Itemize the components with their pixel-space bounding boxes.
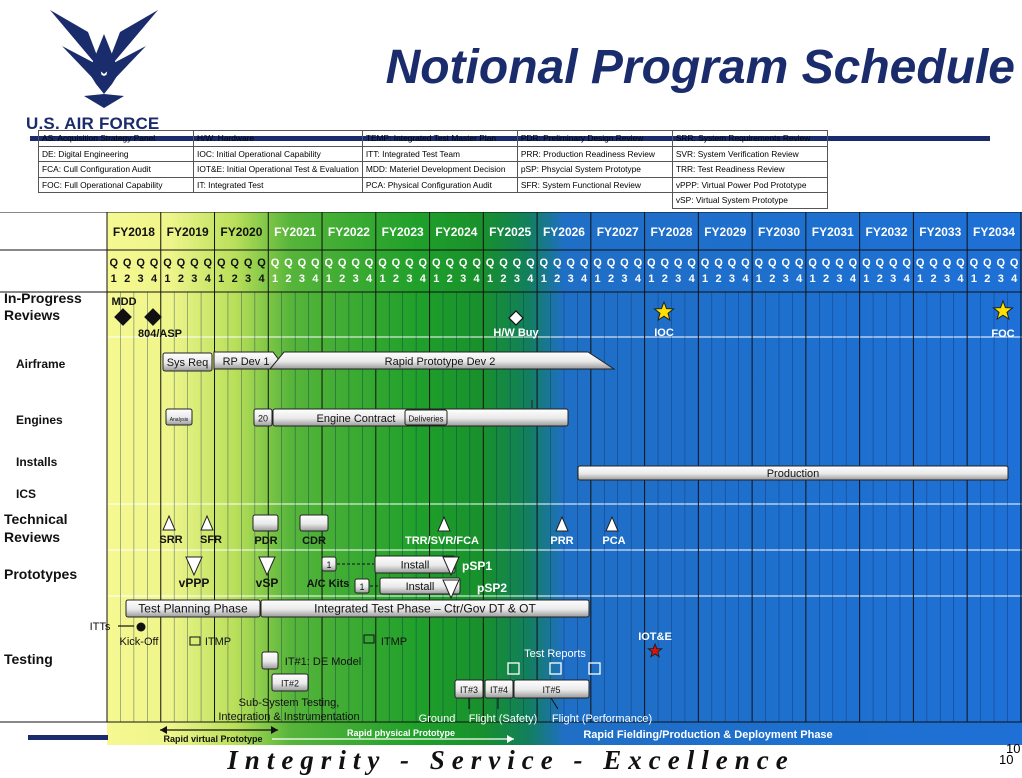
page-number: 10 — [999, 752, 1014, 767]
footer-motto: Integrity - Service - Excellence — [227, 745, 795, 775]
abbreviation-cell — [517, 193, 672, 209]
quarter-number: 3 — [352, 273, 359, 285]
footer-rule — [28, 735, 108, 740]
quarter-letter: Q — [203, 257, 213, 269]
quarter-letter: Q — [230, 257, 239, 269]
quarter-letter: Q — [378, 257, 387, 269]
quarter-number: 2 — [124, 273, 131, 285]
quarter-letter: Q — [391, 257, 401, 269]
quarter-letter: Q — [579, 257, 589, 269]
install-two-label: Install — [405, 581, 435, 593]
milestone-label: ITMP — [380, 636, 408, 648]
quarter-letter: Q — [835, 257, 844, 269]
quarter-number: 4 — [742, 273, 749, 285]
milestone-label: H/W Buy — [493, 327, 539, 339]
physical-phase-label: Rapid physical Prototype — [346, 728, 456, 738]
abbreviation-cell: TEMP: Integrated Test Master Plan — [362, 131, 517, 147]
quarter-number: 4 — [258, 273, 265, 285]
abbreviation-cell: MDD: Materiel Development Decision — [362, 162, 517, 178]
it4-label: IT#4 — [489, 685, 509, 695]
quarter-number: 4 — [634, 273, 641, 285]
abbreviation-cell: H/W: Hardware — [194, 131, 363, 147]
integrated-test-label: Integrated Test Phase – Ctr/Gov DT & OT — [314, 601, 536, 616]
analysis-label: Analysis — [169, 417, 189, 423]
fiscal-year-label: FY2033 — [919, 225, 962, 239]
fiscal-year-label: FY2019 — [166, 225, 209, 239]
milestone-label: 804/ASP — [137, 328, 183, 340]
logo-text: U.S. AIR FORCE — [26, 114, 160, 133]
milestone-label: IOT&E — [638, 631, 672, 643]
quarter-letter: Q — [942, 257, 952, 269]
milestone-label: IT#1: DE Model — [284, 656, 362, 668]
quarter-number: 4 — [419, 273, 426, 285]
fiscal-year-label: FY2025 — [489, 225, 532, 239]
quarter-number: 2 — [661, 273, 668, 285]
schedule-chart — [0, 212, 1022, 747]
milestone-label: IOC — [654, 327, 674, 339]
quarter-number: 1 — [917, 273, 924, 285]
abbreviation-cell: pSP: Phsycial System Prototype — [517, 162, 672, 178]
rp-dev1-label: RP Dev 1 — [222, 356, 270, 368]
quarter-number: 3 — [675, 273, 682, 285]
quarter-number: 2 — [822, 273, 830, 285]
quarter-number: 1 — [809, 273, 816, 285]
milestone-label: PDR — [254, 535, 278, 547]
it1-bar — [262, 652, 278, 669]
quarter-number: 1 — [755, 273, 762, 285]
abbreviation-cell: SVR: System Verification Review — [672, 146, 827, 162]
twenty-label: 20 — [257, 413, 269, 424]
milestone-label: Sub-System Testing, — [238, 697, 340, 709]
fiscal-year-label: FY2027 — [596, 225, 639, 239]
milestone-label: CDR — [302, 535, 326, 547]
quarter-number: 3 — [191, 273, 198, 285]
quarter-number: 4 — [903, 273, 910, 285]
quarter-letter: Q — [176, 257, 186, 269]
abbreviation-cell: ITT: Integrated Test Team — [362, 146, 517, 162]
fiscal-year-label: FY2021 — [274, 225, 317, 239]
page-title: Notional Program Schedule — [385, 41, 1015, 94]
abbreviation-cell — [362, 193, 517, 209]
quarter-number: 2 — [177, 273, 184, 285]
milestone-label: ITTs — [89, 621, 111, 633]
row-label: Testing — [4, 651, 53, 667]
fiscal-year-label: FY2029 — [704, 225, 747, 239]
quarter-number: 4 — [204, 273, 211, 285]
milestone-label: Test Reports — [524, 648, 586, 660]
row-label: Reviews — [4, 529, 61, 545]
quarter-number: 2 — [285, 273, 292, 285]
it5-label: IT#5 — [542, 685, 561, 695]
quarter-number: 3 — [460, 273, 467, 285]
abbreviation-row — [39, 162, 828, 178]
cdr-bar — [300, 515, 328, 531]
fiscal-year-label: FY2034 — [973, 225, 1016, 239]
kit-one-label: 1 — [326, 560, 332, 570]
quarter-letter: Q — [552, 257, 562, 269]
abbreviation-cell: IOC: Initial Operational Capability — [194, 146, 363, 162]
abbreviation-cell: vSP: Virtual System Prototype — [672, 193, 827, 209]
milestone-label: MDD — [111, 296, 137, 308]
abbreviation-row — [39, 193, 828, 209]
abbreviation-cell — [194, 193, 363, 209]
milestone-label: FOC — [991, 328, 1015, 340]
quarter-number: 2 — [339, 273, 346, 285]
quarter-number: 2 — [715, 273, 722, 285]
fiscal-year-label: FY2032 — [865, 225, 908, 239]
quarter-letter: Q — [821, 257, 831, 269]
milestone-label: vSP — [255, 576, 279, 590]
quarter-number: 2 — [554, 273, 561, 285]
quarter-number: 1 — [379, 273, 386, 285]
quarter-number: 2 — [769, 273, 776, 285]
fiscal-year-label: FY2028 — [650, 225, 693, 239]
quarter-letter: Q — [526, 257, 535, 269]
quarter-letter: Q — [794, 257, 804, 269]
fiscal-year-label: FY2018 — [112, 225, 155, 239]
abbreviation-cell: PRR: Production Readiness Review — [517, 146, 672, 162]
quarter-number: 4 — [473, 273, 480, 285]
abbreviation-row — [39, 177, 828, 193]
quarter-number: 2 — [876, 273, 883, 285]
milestone-label: Kick-Off — [119, 636, 159, 648]
quarter-letter: Q — [472, 257, 481, 269]
quarter-letter: Q — [337, 257, 347, 269]
quarter-letter: Q — [297, 257, 307, 269]
milestone-label: pSP2 — [476, 581, 508, 595]
quarter-letter: Q — [270, 257, 280, 269]
row-label: Installs — [16, 455, 58, 469]
quarter-letter: Q — [163, 257, 172, 269]
quarter-letter: Q — [767, 257, 777, 269]
quarter-letter: Q — [122, 257, 132, 269]
quarter-number: 2 — [984, 273, 991, 285]
row-label: ICS — [16, 487, 37, 501]
quarter-letter: Q — [808, 257, 817, 269]
quarter-letter: Q — [351, 257, 360, 269]
quarter-number: 1 — [271, 273, 279, 285]
milestone-label: Flight (Safety) — [468, 713, 538, 725]
row-label: Airframe — [16, 357, 66, 371]
quarter-number: 1 — [110, 273, 117, 285]
fiscal-year-label: FY2026 — [542, 225, 585, 239]
quarter-letter: Q — [149, 257, 159, 269]
milestone-label: PRR — [550, 535, 574, 547]
quarter-number: 2 — [607, 273, 615, 285]
quarter-letter: Q — [136, 257, 145, 269]
abbreviation-cell: TRR: Test Readiness Review — [672, 162, 827, 178]
abbreviation-cell: vPPP: Virtual Power Pod Prototype — [672, 177, 827, 193]
abbreviation-cell: FCA: Cull Configuration Audit — [39, 162, 194, 178]
quarter-number: 1 — [702, 273, 709, 285]
milestone-label: ITMP — [204, 636, 232, 648]
quarter-number: 1 — [325, 273, 332, 285]
quarter-number: 1 — [648, 273, 655, 285]
quarter-number: 3 — [890, 273, 897, 285]
milestone-label: A/C Kits — [306, 578, 350, 590]
quarter-number: 1 — [218, 273, 225, 285]
virtual-phase-label: Rapid virtual Prototype — [163, 734, 263, 744]
milestone-label: vPPP — [178, 576, 210, 590]
test-planning-label: Test Planning Phase — [138, 601, 248, 616]
row-label: Reviews — [4, 307, 61, 323]
abbreviation-row — [39, 146, 828, 162]
quarter-letter: Q — [458, 257, 468, 269]
quarter-letter: Q — [324, 257, 334, 269]
row-label: Prototypes — [4, 566, 78, 582]
quarter-number: 3 — [245, 273, 252, 285]
milestone-label: SRR — [159, 534, 183, 546]
quarter-number: 3 — [513, 273, 520, 285]
quarter-number: 1 — [486, 273, 494, 285]
quarter-letter: Q — [243, 257, 253, 269]
quarter-letter: Q — [485, 257, 495, 269]
abbreviation-cell: IT: Integrated Test — [194, 177, 363, 193]
abbreviation-cell — [39, 193, 194, 209]
abbreviation-cell: PDR: Preliminary Design Review — [517, 131, 672, 147]
abbreviation-cell: SRR: System Requirements Review — [672, 131, 827, 147]
quarter-letter: Q — [915, 257, 925, 269]
milestone-label: TRR/SVR/FCA — [405, 535, 479, 547]
fiscal-year-label: FY2024 — [435, 225, 478, 239]
abbreviation-cell: IOT&E: Initial Operational Test & Evaluation — [194, 162, 363, 178]
quarter-letter: Q — [284, 257, 293, 269]
engine-contract-label: Engine Contract — [316, 413, 396, 425]
milestone-label: pSP1 — [461, 559, 493, 573]
quarter-letter: Q — [754, 257, 764, 269]
quarter-number: 3 — [943, 273, 951, 285]
abbreviation-cell: FOC: Full Operational Capability — [39, 177, 194, 193]
install-one-label: Install — [400, 559, 430, 572]
fiscal-year-label: FY2023 — [381, 225, 424, 239]
quarter-number: 4 — [796, 273, 803, 285]
row-label: Technical — [4, 511, 68, 527]
kit-two-label: 1 — [359, 582, 365, 592]
quarter-letter: Q — [593, 257, 602, 269]
quarter-number: 4 — [312, 273, 319, 285]
quarter-letter: Q — [673, 257, 683, 269]
quarter-number: 1 — [433, 273, 440, 285]
quarter-letter: Q — [311, 257, 320, 269]
quarter-number: 3 — [997, 273, 1004, 285]
fiscal-year-label: FY2020 — [220, 225, 263, 239]
quarter-letter: Q — [902, 257, 911, 269]
quarter-number: 2 — [392, 273, 400, 285]
quarter-number: 3 — [782, 273, 789, 285]
quarter-letter: Q — [996, 257, 1006, 269]
abbreviation-cell: DE: Digital Engineering — [39, 146, 194, 162]
quarter-number: 4 — [150, 273, 158, 285]
quarter-letter: Q — [969, 257, 979, 269]
abbreviation-cell: AS: Acquisition Strategy Panel — [39, 131, 194, 147]
quarter-number: 3 — [567, 273, 574, 285]
abbreviation-cell: SFR: System Functional Review — [517, 177, 672, 193]
quarter-letter: Q — [499, 257, 508, 269]
quarter-letter: Q — [781, 257, 791, 269]
milestone-label: Ground — [418, 713, 456, 725]
air-force-logo — [44, 4, 164, 112]
fiscal-year-label: FY2031 — [811, 225, 854, 239]
air-force-wings-icon — [44, 4, 164, 112]
quarter-number: 2 — [446, 273, 453, 285]
milestone-label: PCA — [602, 535, 626, 547]
quarter-number: 2 — [231, 273, 238, 285]
quarter-letter: Q — [956, 257, 965, 269]
milestone-label: Integration & Instrumentation — [218, 711, 360, 723]
quarter-number: 1 — [863, 273, 870, 285]
quarter-number: 3 — [406, 273, 413, 285]
deliveries-label: Deliveries — [408, 414, 444, 424]
quarter-letter: Q — [566, 257, 575, 269]
quarter-number: 3 — [836, 273, 843, 285]
sys-req-label: Sys Req — [166, 357, 209, 369]
quarter-letter: Q — [1009, 257, 1019, 269]
fiscal-year-label: FY2022 — [327, 225, 370, 239]
abbreviations-table — [38, 130, 828, 209]
quarter-number: 4 — [527, 273, 534, 285]
quarter-letter: Q — [929, 257, 938, 269]
quarter-letter: Q — [109, 257, 119, 269]
quarter-number: 1 — [164, 273, 171, 285]
quarter-letter: Q — [714, 257, 723, 269]
quarter-number: 4 — [849, 273, 856, 285]
quarter-number: 4 — [1011, 273, 1018, 285]
quarter-letter: Q — [700, 257, 710, 269]
quarter-letter: Q — [983, 257, 992, 269]
quarter-letter: Q — [687, 257, 696, 269]
quarter-letter: Q — [633, 257, 643, 269]
quarter-letter: Q — [848, 257, 858, 269]
quarter-letter: Q — [888, 257, 898, 269]
row-label: Engines — [16, 413, 63, 427]
quarter-number: 4 — [581, 273, 588, 285]
quarter-letter: Q — [606, 257, 616, 269]
fielding-phase-label: Rapid Fielding/Production & Deployment Phase — [583, 729, 833, 741]
milestone-label: Flight (Performance) — [551, 713, 653, 725]
quarter-letter: Q — [620, 257, 629, 269]
quarter-number: 3 — [137, 273, 144, 285]
production-label: Production — [766, 468, 820, 480]
quarter-letter: Q — [512, 257, 522, 269]
quarter-letter: Q — [431, 257, 441, 269]
quarter-letter: Q — [190, 257, 199, 269]
quarter-number: 1 — [540, 273, 547, 285]
page-number: 10 — [1006, 741, 1021, 756]
row-label: In-Progress — [4, 290, 82, 306]
fiscal-year-label: FY2030 — [757, 225, 801, 239]
quarter-letter: Q — [445, 257, 455, 269]
quarter-number: 3 — [298, 273, 305, 285]
quarter-letter: Q — [418, 257, 428, 269]
quarter-letter: Q — [216, 257, 226, 269]
quarter-number: 2 — [500, 273, 507, 285]
it3-label: IT#3 — [459, 685, 479, 695]
it2-label: IT#2 — [280, 678, 300, 689]
milestone-label: SFR — [200, 534, 222, 546]
quarter-letter: Q — [257, 257, 266, 269]
quarter-letter: Q — [364, 257, 374, 269]
quarter-letter: Q — [405, 257, 414, 269]
quarter-number: 2 — [930, 273, 937, 285]
abbreviation-row — [39, 131, 828, 147]
pdr-bar — [253, 515, 278, 531]
quarter-number: 3 — [728, 273, 736, 285]
quarter-number: 1 — [594, 273, 601, 285]
quarter-number: 4 — [688, 273, 695, 285]
quarter-letter: Q — [862, 257, 871, 269]
quarter-number: 4 — [957, 273, 964, 285]
rp-dev2-label: Rapid Prototype Dev 2 — [384, 356, 496, 368]
quarter-letter: Q — [875, 257, 885, 269]
quarter-letter: Q — [539, 257, 549, 269]
quarter-number: 4 — [366, 273, 373, 285]
quarter-letter: Q — [647, 257, 656, 269]
quarter-letter: Q — [741, 257, 750, 269]
quarter-letter: Q — [727, 257, 737, 269]
kickoff-dot-icon — [137, 623, 146, 632]
quarter-number: 3 — [621, 273, 628, 285]
quarter-number: 1 — [970, 273, 977, 285]
quarter-letter: Q — [660, 257, 670, 269]
abbreviation-cell: PCA: Physical Configuration Audit — [362, 177, 517, 193]
